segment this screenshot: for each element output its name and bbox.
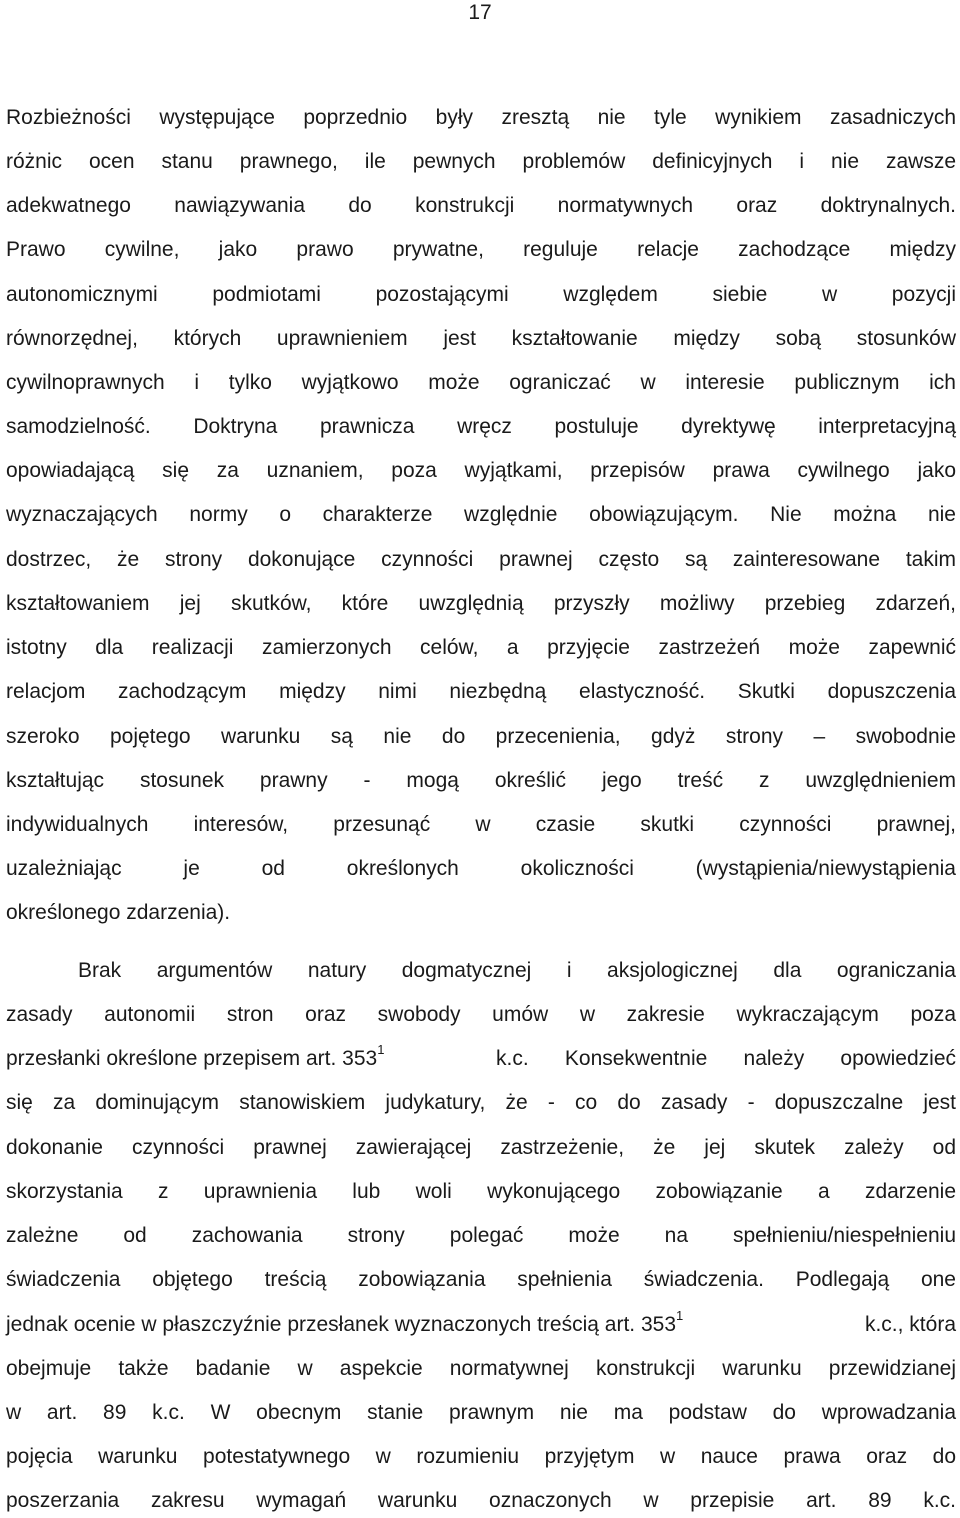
text-line-tail: k.c. Konsekwentnie należy opowiedzieć	[496, 1047, 956, 1070]
text-line: Rozbieżności występujące poprzednio były zresztą nie tyle wynikiem zasadniczych	[6, 106, 956, 129]
line-segment: przesłanki określone przepisem art. 353	[6, 1047, 378, 1070]
text-line: obejmuje także badanie w aspekcie normatywnej konstrukcji warunku przewidzianej	[6, 1357, 956, 1380]
text-line: dokonanie czynności prawnej zawierającej zastrzeżenie, że jej skutek zależy od	[6, 1136, 956, 1159]
text-line: różnic ocen stanu prawnego, ile pewnych problemów definicyjnych i nie zawsze	[6, 150, 956, 173]
text-line: cywilnoprawnych i tylko wyjątkowo może ograniczać w interesie publicznym ich	[6, 371, 956, 394]
text-line: się za dominującym stanowiskiem judykatury, że - co do zasady - dopuszczalne jest	[6, 1091, 956, 1114]
text-line: relacjom zachodzącym między nimi niezbędną elastyczność. Skutki dopuszczenia	[6, 680, 956, 703]
text-line: Prawo cywilne, jako prawo prywatne, reguluje relacje zachodzące między	[6, 238, 956, 261]
text-line: autonomicznymi podmiotami pozostającymi względem siebie w pozycji	[6, 283, 956, 306]
text-line: kształtowaniem jej skutków, które uwzględnią przyszły możliwy przebieg zdarzeń,	[6, 592, 956, 615]
text-line: skorzystania z uprawnienia lub woli wykonującego zobowiązanie a zdarzenie	[6, 1180, 956, 1203]
text-line: określonego zdarzenia).	[6, 901, 231, 924]
text-line: uzależniając je od określonych okoliczności (wystąpienia/niewystąpienia	[6, 857, 956, 880]
text-line-tail: k.c., która	[864, 1313, 956, 1336]
text-line: Brak argumentów natury dogmatycznej i aksjologicznej dla ograniczania	[78, 959, 956, 982]
text-line	[6, 1308, 956, 1338]
text-line: istotny dla realizacji zamierzonych celów, a przyjęcie zastrzeżeń może zapewnić	[6, 636, 956, 659]
text-line: poszerzania zakresu wymagań warunku oznaczonych w przepisie art. 89 k.c.	[6, 1489, 956, 1512]
text-line: wyznaczających normy o charakterze względnie obowiązującym. Nie można nie	[6, 503, 956, 526]
text-line: zależne od zachowania strony polegać może na spełnieniu/niespełnieniu	[6, 1224, 956, 1247]
text-line: samodzielność. Doktryna prawnicza wręcz postuluje dyrektywę interpretacyjną	[6, 415, 956, 438]
text-line: kształtując stosunek prawny - mogą określić jego treść z uwzględnieniem	[6, 769, 956, 792]
superscript: 1	[377, 1042, 385, 1057]
text-line: indywidualnych interesów, przesunąć w czasie skutki czynności prawnej,	[6, 813, 956, 836]
text-line: równorzędnej, których uprawnieniem jest kształtowanie między sobą stosunków	[6, 327, 956, 350]
text-line: pojęcia warunku potestatywnego w rozumieniu przyjętym w nauce prawa oraz do	[6, 1445, 956, 1468]
text-line: dostrzec, że strony dokonujące czynności prawnej często są zainteresowane takim	[6, 548, 956, 571]
text-line: świadczenia objętego treścią zobowiązania spełnienia świadczenia. Podlegają one	[6, 1268, 956, 1291]
text-line: zasady autonomii stron oraz swobody umów w zakresie wykraczającym poza	[6, 1003, 956, 1026]
text-line: szeroko pojętego warunku są nie do przecenienia, gdyż strony – swobodnie	[6, 725, 956, 748]
page-number: 17	[468, 1, 492, 24]
superscript: 1	[676, 1308, 684, 1323]
text-line: opowiadającą się za uznaniem, poza wyjątkami, przepisów prawa cywilnego jako	[6, 459, 956, 482]
text-line: w art. 89 k.c. W obecnym stanie prawnym nie ma podstaw do wprowadzania	[6, 1401, 956, 1424]
text-line: adekwatnego nawiązywania do konstrukcji normatywnych oraz doktrynalnych.	[6, 194, 956, 217]
line-segment: jednak ocenie w płaszczyźnie przesłanek wyznaczonych treścią art. 353	[6, 1313, 677, 1336]
